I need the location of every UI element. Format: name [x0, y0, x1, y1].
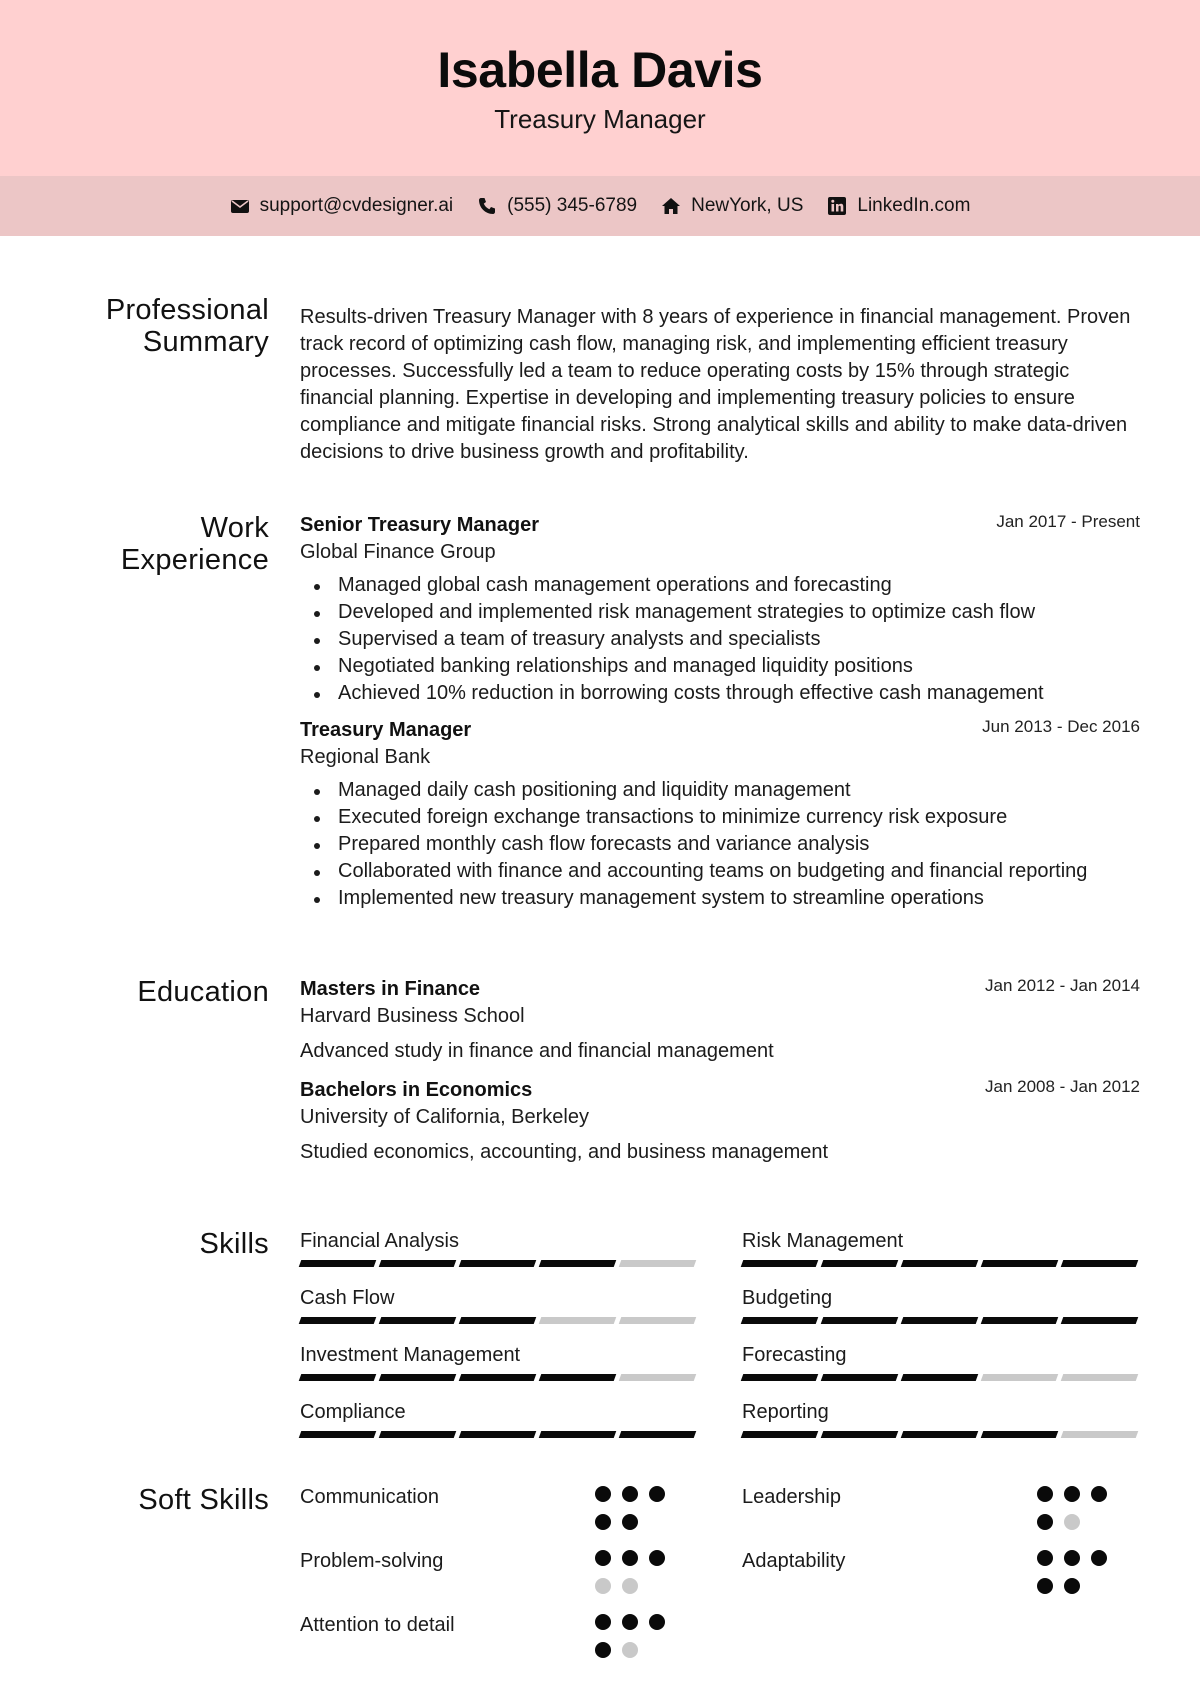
- contact-bar: [0, 176, 1200, 236]
- skill-segment-filled: [379, 1431, 457, 1438]
- rating-dot-filled: [595, 1514, 611, 1530]
- rating-dot-filled: [1091, 1486, 1107, 1502]
- rating-dot-empty: [595, 1578, 611, 1594]
- job-bullet: Negotiated banking relationships and managed liquidity positions: [300, 653, 1140, 680]
- skill-segment-filled: [821, 1374, 899, 1381]
- skill-segment-filled: [901, 1260, 979, 1267]
- soft-skill-name: Adaptability: [742, 1550, 846, 1572]
- skill-name: Cash Flow: [300, 1287, 395, 1309]
- job-bullet: Achieved 10% reduction in borrowing costs through effective cash management: [300, 680, 1140, 707]
- job-bullet: Supervised a team of treasury analysts and specialists: [300, 626, 1140, 653]
- rating-dot-filled: [1064, 1486, 1080, 1502]
- skill-item: [300, 1342, 698, 1381]
- soft-skill-item: [300, 1484, 698, 1528]
- rating-dot-filled: [622, 1514, 638, 1530]
- soft-skill-rating: [1037, 1486, 1121, 1530]
- skill-item: [742, 1228, 1140, 1267]
- skill-name: Compliance: [300, 1401, 406, 1423]
- skill-name: Budgeting: [742, 1287, 833, 1309]
- skill-level-bar: [742, 1431, 1140, 1438]
- experience-section-title: [39, 512, 269, 576]
- skill-segment-filled: [901, 1317, 979, 1324]
- candidate-title: Treasury Manager: [494, 104, 706, 134]
- envelope-icon: [230, 196, 250, 216]
- skill-level-bar: [742, 1260, 1140, 1267]
- skill-segment-filled: [741, 1317, 819, 1324]
- rating-dot-empty: [622, 1642, 638, 1658]
- soft-skills-content: [300, 1484, 1140, 1656]
- rating-dot-filled: [595, 1642, 611, 1658]
- skill-level-bar: [300, 1260, 698, 1267]
- skill-segment-filled: [459, 1374, 537, 1381]
- skill-item: [300, 1228, 698, 1267]
- skill-segment-filled: [379, 1317, 457, 1324]
- skill-segment-filled: [459, 1260, 537, 1267]
- skill-segment-filled: [901, 1374, 979, 1381]
- rating-dot-filled: [1064, 1550, 1080, 1566]
- home-icon: [661, 196, 681, 216]
- rating-dot-filled: [1037, 1486, 1053, 1502]
- skill-level-bar: [742, 1317, 1140, 1324]
- job-entry: [300, 512, 1140, 707]
- summary-title-line2: Summary: [142, 326, 269, 358]
- rating-dot-filled: [595, 1614, 611, 1630]
- education-dates: Jan 2012 - Jan 2014: [984, 976, 1140, 995]
- skill-segment-empty: [619, 1317, 697, 1324]
- candidate-name: Isabella Davis: [437, 42, 763, 98]
- rating-dot-empty: [622, 1578, 638, 1594]
- soft-skill-name: Problem-solving: [300, 1550, 444, 1572]
- summary-title-line1: Professional: [105, 294, 269, 326]
- skill-segment-filled: [299, 1374, 377, 1381]
- soft-skills-section-title: Soft Skills: [138, 1484, 269, 1516]
- skills-section-title: Skills: [199, 1228, 269, 1260]
- skill-segment-filled: [821, 1317, 899, 1324]
- job-dates: Jun 2013 - Dec 2016: [982, 717, 1140, 736]
- skill-level-bar: [300, 1317, 698, 1324]
- job-company: Regional Bank: [300, 746, 431, 768]
- job-bullet: Collaborated with finance and accounting teams on budgeting and financial reporting: [300, 858, 1140, 885]
- education-description: Studied economics, accounting, and business management: [300, 1141, 829, 1163]
- skill-segment-filled: [741, 1374, 819, 1381]
- contact-email-text: support@cvdesigner.ai: [259, 195, 454, 216]
- contact-phone-text: (555) 345-6789: [507, 195, 638, 216]
- skill-segment-filled: [379, 1374, 457, 1381]
- soft-skill-name: Attention to detail: [300, 1614, 455, 1636]
- rating-dot-filled: [649, 1486, 665, 1502]
- skill-segment-filled: [1061, 1260, 1139, 1267]
- rating-dot-filled: [649, 1550, 665, 1566]
- rating-dot-filled: [1037, 1550, 1053, 1566]
- education-dates: Jan 2008 - Jan 2012: [984, 1077, 1140, 1096]
- skill-segment-filled: [539, 1260, 617, 1267]
- skill-segment-filled: [1061, 1317, 1139, 1324]
- rating-dot-filled: [622, 1550, 638, 1566]
- skill-segment-filled: [821, 1260, 899, 1267]
- soft-skill-item: [742, 1484, 1140, 1528]
- soft-skill-rating: [1037, 1550, 1121, 1594]
- education-section-title: Education: [137, 976, 269, 1008]
- skill-segment-empty: [1061, 1431, 1139, 1438]
- job-dates: Jan 2017 - Present: [996, 512, 1140, 531]
- job-bullet: Managed global cash management operations and forecasting: [300, 572, 1140, 599]
- skill-segment-empty: [981, 1374, 1059, 1381]
- skill-name: Forecasting: [742, 1344, 847, 1366]
- soft-skill-rating: [595, 1614, 679, 1658]
- skill-segment-filled: [741, 1260, 819, 1267]
- skill-segment-filled: [901, 1431, 979, 1438]
- job-company: Global Finance Group: [300, 541, 496, 563]
- skill-level-bar: [300, 1374, 698, 1381]
- resume-header: [0, 0, 1200, 176]
- summary-content: [300, 304, 1140, 466]
- experience-title-line2: Experience: [120, 544, 269, 576]
- job-bullet: Managed daily cash positioning and liquidity management: [300, 777, 1140, 804]
- school-name: Harvard Business School: [300, 1005, 525, 1027]
- job-title: Senior Treasury Manager: [300, 514, 539, 536]
- skills-grid: [300, 1228, 1140, 1438]
- skill-segment-filled: [821, 1431, 899, 1438]
- soft-skill-item: [742, 1548, 1140, 1592]
- job-bullets: [300, 572, 1140, 707]
- skill-segment-filled: [299, 1317, 377, 1324]
- skill-name: Reporting: [742, 1401, 829, 1423]
- education-content: [300, 976, 1140, 1166]
- soft-skill-rating: [595, 1486, 679, 1530]
- skill-segment-filled: [619, 1431, 697, 1438]
- rating-dot-filled: [622, 1614, 638, 1630]
- soft-skill-rating: [595, 1550, 679, 1594]
- phone-icon: [477, 196, 497, 216]
- rating-dot-filled: [1037, 1578, 1053, 1594]
- soft-skill-item: [300, 1612, 698, 1656]
- soft-skills-grid: [300, 1484, 1140, 1656]
- rating-dot-filled: [595, 1486, 611, 1502]
- rating-dot-filled: [1037, 1514, 1053, 1530]
- job-bullet: Prepared monthly cash flow forecasts and variance analysis: [300, 831, 1140, 858]
- rating-dot-empty: [1064, 1514, 1080, 1530]
- skill-segment-filled: [379, 1260, 457, 1267]
- summary-section-title: [39, 294, 269, 358]
- skill-segment-filled: [299, 1260, 377, 1267]
- education-description: Advanced study in finance and financial management: [300, 1040, 774, 1062]
- job-bullet: Executed foreign exchange transactions to minimize currency risk exposure: [300, 804, 1140, 831]
- skill-segment-filled: [539, 1374, 617, 1381]
- skill-item: [300, 1285, 698, 1324]
- education-entry: [300, 1077, 1140, 1166]
- skill-segment-empty: [539, 1317, 617, 1324]
- job-bullet: Implemented new treasury management system to streamline operations: [300, 885, 1140, 912]
- experience-content: [300, 512, 1140, 912]
- job-entry: [300, 717, 1140, 912]
- soft-skill-name: Leadership: [742, 1486, 841, 1508]
- school-name: University of California, Berkeley: [300, 1106, 589, 1128]
- skill-segment-filled: [981, 1431, 1059, 1438]
- skill-segment-filled: [459, 1431, 537, 1438]
- skill-level-bar: [742, 1374, 1140, 1381]
- education-entry: [300, 976, 1140, 1065]
- degree-title: Masters in Finance: [300, 978, 481, 1000]
- skill-segment-filled: [741, 1431, 819, 1438]
- skill-segment-filled: [299, 1431, 377, 1438]
- contact-phone[interactable]: [477, 195, 637, 217]
- job-bullet: Developed and implemented risk management strategies to optimize cash flow: [300, 599, 1140, 626]
- rating-dot-filled: [622, 1486, 638, 1502]
- summary-text: Results-driven Treasury Manager with 8 years of experience in financial management. Proven track record of optimizing cash flow, managing risk, and implementing efficient treasury processes. Successfully led a team to reduce operating costs by 15% through strategic financial planning. Expertise in developing and implementing treasury policies to ensure compliance and mitigate financial risks. Strong analytical skills and ability to make data-driven decisions to drive business growth and profitability.: [300, 306, 1131, 463]
- skill-item: [300, 1399, 698, 1438]
- rating-dot-filled: [1064, 1578, 1080, 1594]
- skill-segment-filled: [981, 1317, 1059, 1324]
- skill-name: Risk Management: [742, 1230, 904, 1252]
- rating-dot-filled: [649, 1614, 665, 1630]
- contact-location: [661, 195, 803, 217]
- skill-level-bar: [300, 1431, 698, 1438]
- experience-title-line1: Work: [200, 512, 269, 544]
- rating-dot-filled: [1091, 1550, 1107, 1566]
- rating-dot-filled: [595, 1550, 611, 1566]
- skill-item: [742, 1285, 1140, 1324]
- skill-segment-filled: [539, 1431, 617, 1438]
- skill-segment-empty: [619, 1374, 697, 1381]
- contact-email[interactable]: [230, 195, 454, 217]
- job-bullets: [300, 777, 1140, 912]
- contact-linkedin[interactable]: [827, 195, 970, 217]
- skill-segment-empty: [1061, 1374, 1139, 1381]
- skill-name: Investment Management: [300, 1344, 521, 1366]
- contact-linkedin-text: LinkedIn.com: [857, 195, 971, 216]
- skill-segment-empty: [619, 1260, 697, 1267]
- skill-item: [742, 1342, 1140, 1381]
- skill-segment-filled: [981, 1260, 1059, 1267]
- skills-content: [300, 1228, 1140, 1438]
- contact-location-text: NewYork, US: [691, 195, 804, 216]
- soft-skill-item: [300, 1548, 698, 1592]
- degree-title: Bachelors in Economics: [300, 1079, 533, 1101]
- soft-skill-name: Communication: [300, 1486, 439, 1508]
- linkedin-icon: [827, 196, 847, 216]
- skill-item: [742, 1399, 1140, 1438]
- job-title: Treasury Manager: [300, 719, 472, 741]
- skill-name: Financial Analysis: [300, 1230, 459, 1252]
- skill-segment-filled: [459, 1317, 537, 1324]
